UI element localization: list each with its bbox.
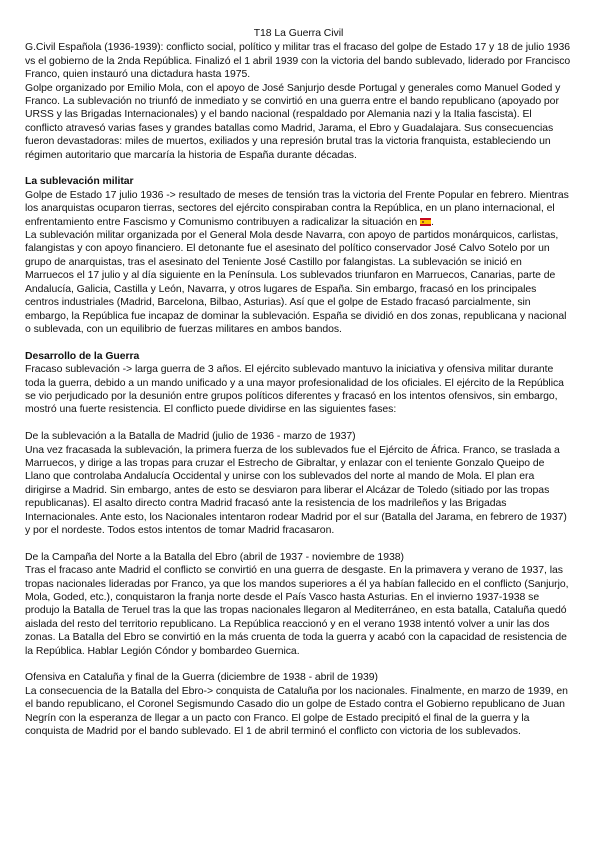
intro-paragraph-1: G.Civil Española (1936-1939): conflicto social, político y militar tras el fracaso del golpe de Estado 17 y 18 de julio 1936 vs el gobierno de la 2nda República. Finalizó el 1 abril 1939 con la victoria del bando sublevado, liderado por Francisco Franco, quien instauró una dictadura hasta 1975.: [25, 42, 571, 81]
spacer: [25, 417, 572, 430]
fase-1-body: Una vez fracasada la sublevación, la primera fuerza de los sublevados fue el Ejército de África. Franco, se traslada a Marruecos, y dirige a las tropas para cruzar el Estrecho de Gibraltar, y enlazar con el teniente Gonzalo Queipo de Llano que controlaba Andalucía Occidental y unirse con los sublevados del norte al mando de Mola. El plan era dirigirse a Madrid. Sin embargo, antes de esto se desviaron para liberar el Alcázar de Toledo (sitiado por las tropas republicanas). El asalto directo contra Madrid fracasó ante la resistencia de los madrileños y las Brigadas Internacionales. Ante esto, los Nacionales intentaron rodear Madrid por el sur (Batalla del Jarama, en febrero de 1937) y por el nordeste. Todos estos intentos de tomar Madrid fracasaron.: [25, 444, 567, 536]
intro-paragraph-2: Golpe organizado por Emilio Mola, con el apoyo de José Sanjurjo desde Portugal y generales como Manuel Goded y Franco. La sublevación no triunfó de inmediato y se convirtió en una guerra entre el bando republicano (apoyado por URSS y las Brigadas Internacionales) y el bando nacional (respaldado por Alemania nazi y la Italia fascista). El conflicto atravesó varias fases y grandes batallas como Madrid, Jarama, el Ebro y Guadalajara. Sus consecuencias fueron devastadoras: miles de muertos, exiliados y una represión brutal tras la victoria franquista, estableciendo un régimen autoritario que marcaría la historia de España durante décadas.: [25, 82, 561, 161]
spain-flag-icon: [420, 218, 431, 226]
spacer: [25, 162, 572, 175]
section-heading-sublevacion: La sublevación militar: [25, 176, 134, 188]
fase-3-title: Ofensiva en Cataluña y final de la Guerra (diciembre de 1938 - abril de 1939): [25, 672, 378, 684]
fase-2-title: De la Campaña del Norte a la Batalla del Ebro (abril de 1937 - noviembre de 1938): [25, 551, 404, 563]
fase-1-title: De la sublevación a la Batalla de Madrid (julio de 1936 - marzo de 1937): [25, 431, 356, 443]
section-heading-desarrollo: Desarrollo de la Guerra: [25, 350, 140, 362]
sublevacion-text-1: Golpe de Estado 17 julio 1936 -> resultado de meses de tensión tras la victoria del Frente Popular en febrero. Mientras los anarquistas ocuparon tierras, sectores del ejército conspiraban contra la República, en un plano internacional, el enfrentamiento entre Fascismo y Comunismo contribuyen a radicalizar la situación en: [25, 189, 569, 228]
document-title: T18 La Guerra Civil: [253, 28, 344, 39]
spacer: [25, 336, 572, 349]
sublevacion-paragraph-1: Golpe de Estado 17 julio 1936 -> resultado de meses de tensión tras la victoria del Frente Popular en febrero. Mientras los anarquistas ocuparon tierras, sectores del ejército conspiraban contra la República, en un plano internacional, el enfrentamiento entre Fascismo y Comunismo contribuyen a radicalizar la situación en .: [25, 189, 569, 228]
fase-2-body: Tras el fracaso ante Madrid el conflicto se convirtió en una guerra de desgaste. En la primavera y verano de 1937, las tropas nacionales lideradas por Franco, ya que los mandos superiores a él ya habían fallecido en el conflicto (Sanjurjo, Mola, Goded, etc.), conquistaron la franja norte desde el País Vasco hasta Asturias. En el invierno 1937-1938 se produjo la Batalla de Teruel tras la que las tropas nacionales llegaron al Mediterráneo, en esta batalla, Cataluña quedó aislada del resto del territorio republicano. La República reaccionó y en el verano 1938 intentó volver a unir las dos zonas. La Batalla del Ebro se convirtió en la más cruenta de toda la guerra y acabó con la capacidad de resistencia de la República. Hablar Legión Cóndor y bombardeo Guernica.: [25, 565, 569, 657]
spacer: [25, 658, 572, 671]
sublevacion-paragraph-2: La sublevación militar organizada por el General Mola desde Navarra, con apoyo de partidos monárquicos, carlistas, falangistas y con apoyo financiero. El detonante fue el asesinato del político conservador José Calvo Sotelo por un grupo de anarquistas, tras el asesinato del Teniente José Castillo por falangistas. La sublevación se inició en Marruecos el 17 julio y al día siguiente en la Península. Los sublevados triunfaron en Marruecos, Canarias, parte de Andalucía, Galicia, Castilla y León, Navarra, y otros lugares de España. Sin embargo, fracasó en los principales centros industriales (Madrid, Barcelona, Bilbao, Asturias). Así que el golpe de Estado fracasó parcialmente, sin embargo, la República fue incapaz de dominar la sublevación. España se dividió en dos zonas, republicana y nacional o sublevada, con un equilibrio de fuerzas militares en ambos bandos.: [25, 230, 567, 335]
fase-3-body: La consecuencia de la Batalla del Ebro-> conquista de Cataluña por los nacionales. Finalmente, en marzo de 1939, en el bando republicano, el Coronel Segismundo Casado dio un golpe de Estado contra el Gobierno republicano de Juan Negrín con la esperanza de llegar a un pacto con Franco. El golpe de Estado precipitó el final de la guerra y la conquista de Madrid por el bando sublevado. El 1 de abril terminó el conflicto con victoria de los sublevados.: [25, 685, 568, 738]
desarrollo-paragraph-1: Fracaso sublevación -> larga guerra de 3 años. El ejército sublevado mantuvo la iniciativa y ofensiva militar durante toda la guerra, debido a un mando unificado y a una mayor profesionalidad de los oficiales. El ejército de la República se vio perjudicado por la desunión entre grupos políticos diferentes y fracasó en los intentos ofensivos, sin embargo, mostró una fuerte resistencia. El conflicto puede dividirse en las siguientes fases:: [25, 364, 564, 416]
spacer: [25, 537, 572, 550]
